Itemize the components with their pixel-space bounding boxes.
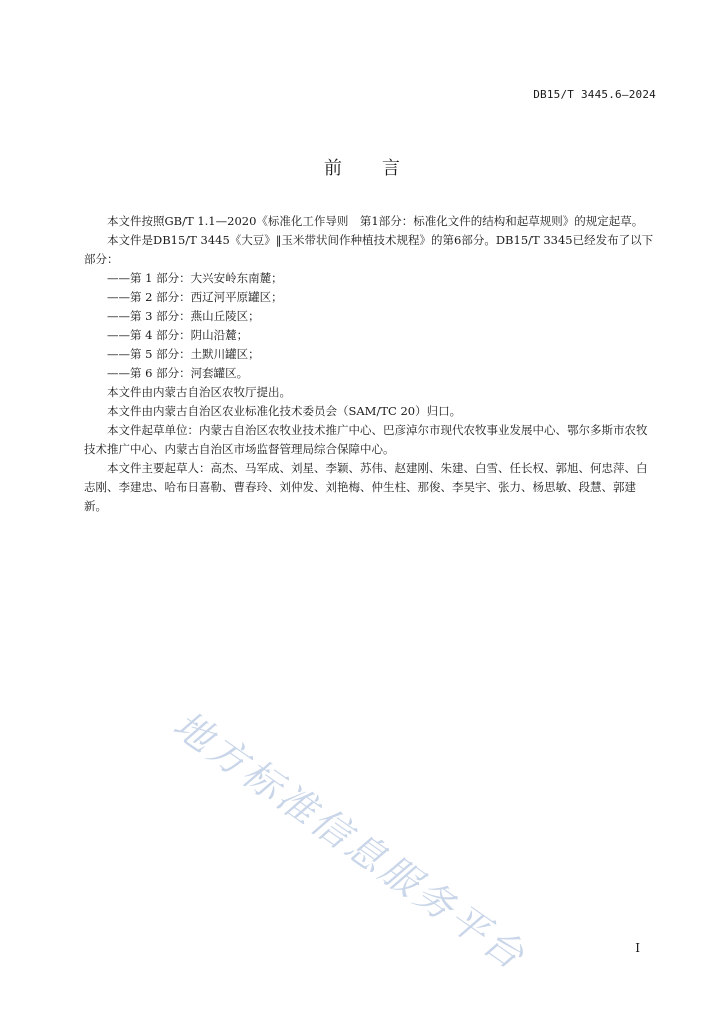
document-code: DB15/T 3445.6—2024 — [533, 88, 656, 101]
paragraph-drafting-basis: 本文件按照GB/T 1.1—2020《标准化工作导则 第1部分：标准化文件的结构和起草规则》的规定起草。 — [107, 214, 644, 228]
list-item: ——第 3 部分：燕山丘陵区； — [107, 309, 260, 323]
paragraph-committee: 本文件由内蒙古自治区农业标准化技术委员会（SAM/TC 20）归口。 — [107, 404, 462, 418]
title-char-2: 言 — [382, 158, 400, 179]
title-char-1: 前 — [324, 158, 342, 179]
list-item: ——第 5 部分：土默川罐区； — [107, 347, 260, 361]
page-title — [0, 154, 724, 180]
list-item: ——第 4 部分：阴山沿麓； — [107, 328, 249, 342]
paragraph-proposer: 本文件由内蒙古自治区农牧厅提出。 — [107, 385, 291, 399]
paragraph-drafting-units: 本文件起草单位：内蒙古自治区农牧业技术推广中心、巴彦淖尔市现代农牧事业发展中心、鄂尔多斯市农牧技术推广中心、内蒙古自治区市场监督管理局综合保障中心。 — [84, 423, 648, 456]
page-number: I — [635, 941, 640, 955]
list-item: ——第 1 部分：大兴安岭东南麓； — [107, 271, 283, 285]
paragraph-drafters: 本文件主要起草人：高杰、马军成、刘星、李颖、苏伟、赵建刚、朱建、白雪、任长权、郭旭、何忠萍、白志刚、李建忠、哈布日喜勒、曹春玲、刘仲发、刘艳梅、仲生柱、那俊、李昊宇、张力、杨思敏、段慧、郭建新。 — [84, 461, 648, 513]
paragraph-series-info: 本文件是DB15/T 3445《大豆》‖玉米带状间作种植技术规程》的第6部分。DB15/T 3345已经发布了以下部分： — [84, 233, 654, 266]
foreword-body — [84, 212, 656, 516]
list-item: ——第 6 部分：河套罐区。 — [107, 366, 249, 380]
list-item: ——第 2 部分：西辽河平原罐区； — [107, 290, 283, 304]
watermark: 地方标准信息服务平台 — [165, 702, 535, 980]
